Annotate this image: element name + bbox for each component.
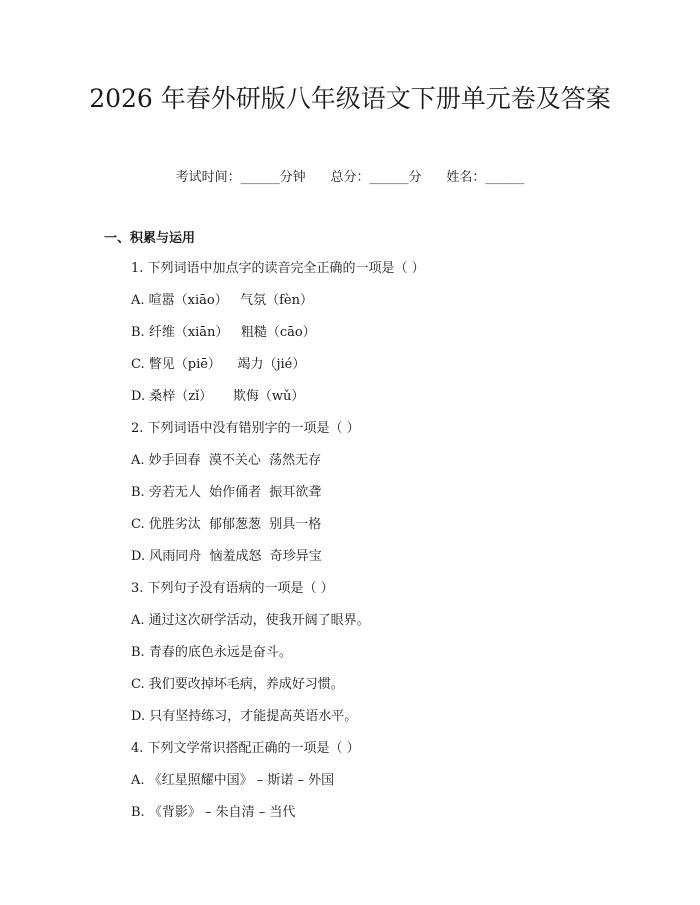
question-3: 3. 下列句子没有语病的一项是（ ） xyxy=(131,581,334,596)
question-3-opt-d: D. 只有坚持练习，才能提高英语水平。 xyxy=(131,709,358,724)
name-label: 姓名： xyxy=(446,170,486,185)
question-3-opt-c: C. 我们要改掉坏毛病，养成好习惯。 xyxy=(131,677,344,692)
question-3-opt-a: A. 通过这次研学活动，使我开阔了眼界。 xyxy=(131,613,370,628)
question-1-opt-a: A. 喧嚣（xiāo） 气氛（fèn） xyxy=(131,293,313,308)
question-1-opt-d: D. 桑梓（zǐ） 欺侮（wǔ） xyxy=(131,389,305,404)
question-2: 2. 下列词语中没有错别字的一项是（ ） xyxy=(131,421,360,436)
time-unit: 分钟 xyxy=(279,170,306,185)
question-4-opt-b: B. 《背影》 – 朱自清 – 当代 xyxy=(131,805,296,820)
question-1: 1. 下列词语中加点字的读音完全正确的一项是（ ） xyxy=(131,261,425,276)
time-blank: ______ xyxy=(240,170,280,185)
name-blank: ______ xyxy=(485,170,525,185)
time-label: 考试时间： xyxy=(175,170,241,185)
question-2-opt-c: C. 优胜劣汰 郁郁葱葱 别具一格 xyxy=(131,517,322,532)
exam-info-row xyxy=(0,169,700,187)
question-2-opt-a: A. 妙手回春 漠不关心 荡然无存 xyxy=(131,453,322,468)
score-blank: ______ xyxy=(369,170,409,185)
question-2-opt-b: B. 旁若无人 始作俑者 振耳欲聋 xyxy=(131,485,322,500)
question-4: 4. 下列文学常识搭配正确的一项是（ ） xyxy=(131,741,360,756)
page-title: 2026 年春外研版八年级语文下册单元卷及答案 xyxy=(89,84,611,113)
question-1-opt-b: B. 纤维（xiān） 粗糙（cāo） xyxy=(131,325,316,340)
question-1-opt-c: C. 瞥见（piē） 竭力（jié） xyxy=(131,357,306,372)
question-3-opt-b: B. 青春的底色永远是奋斗。 xyxy=(131,645,292,660)
score-unit: 分 xyxy=(408,170,422,185)
question-4-opt-a: A. 《红星照耀中国》 – 斯诺 – 外国 xyxy=(131,773,335,788)
section-heading: 一、积累与运用 xyxy=(104,231,196,246)
question-2-opt-d: D. 风雨同舟 恼羞成怒 奇珍异宝 xyxy=(131,549,322,564)
score-label: 总分： xyxy=(330,170,370,185)
